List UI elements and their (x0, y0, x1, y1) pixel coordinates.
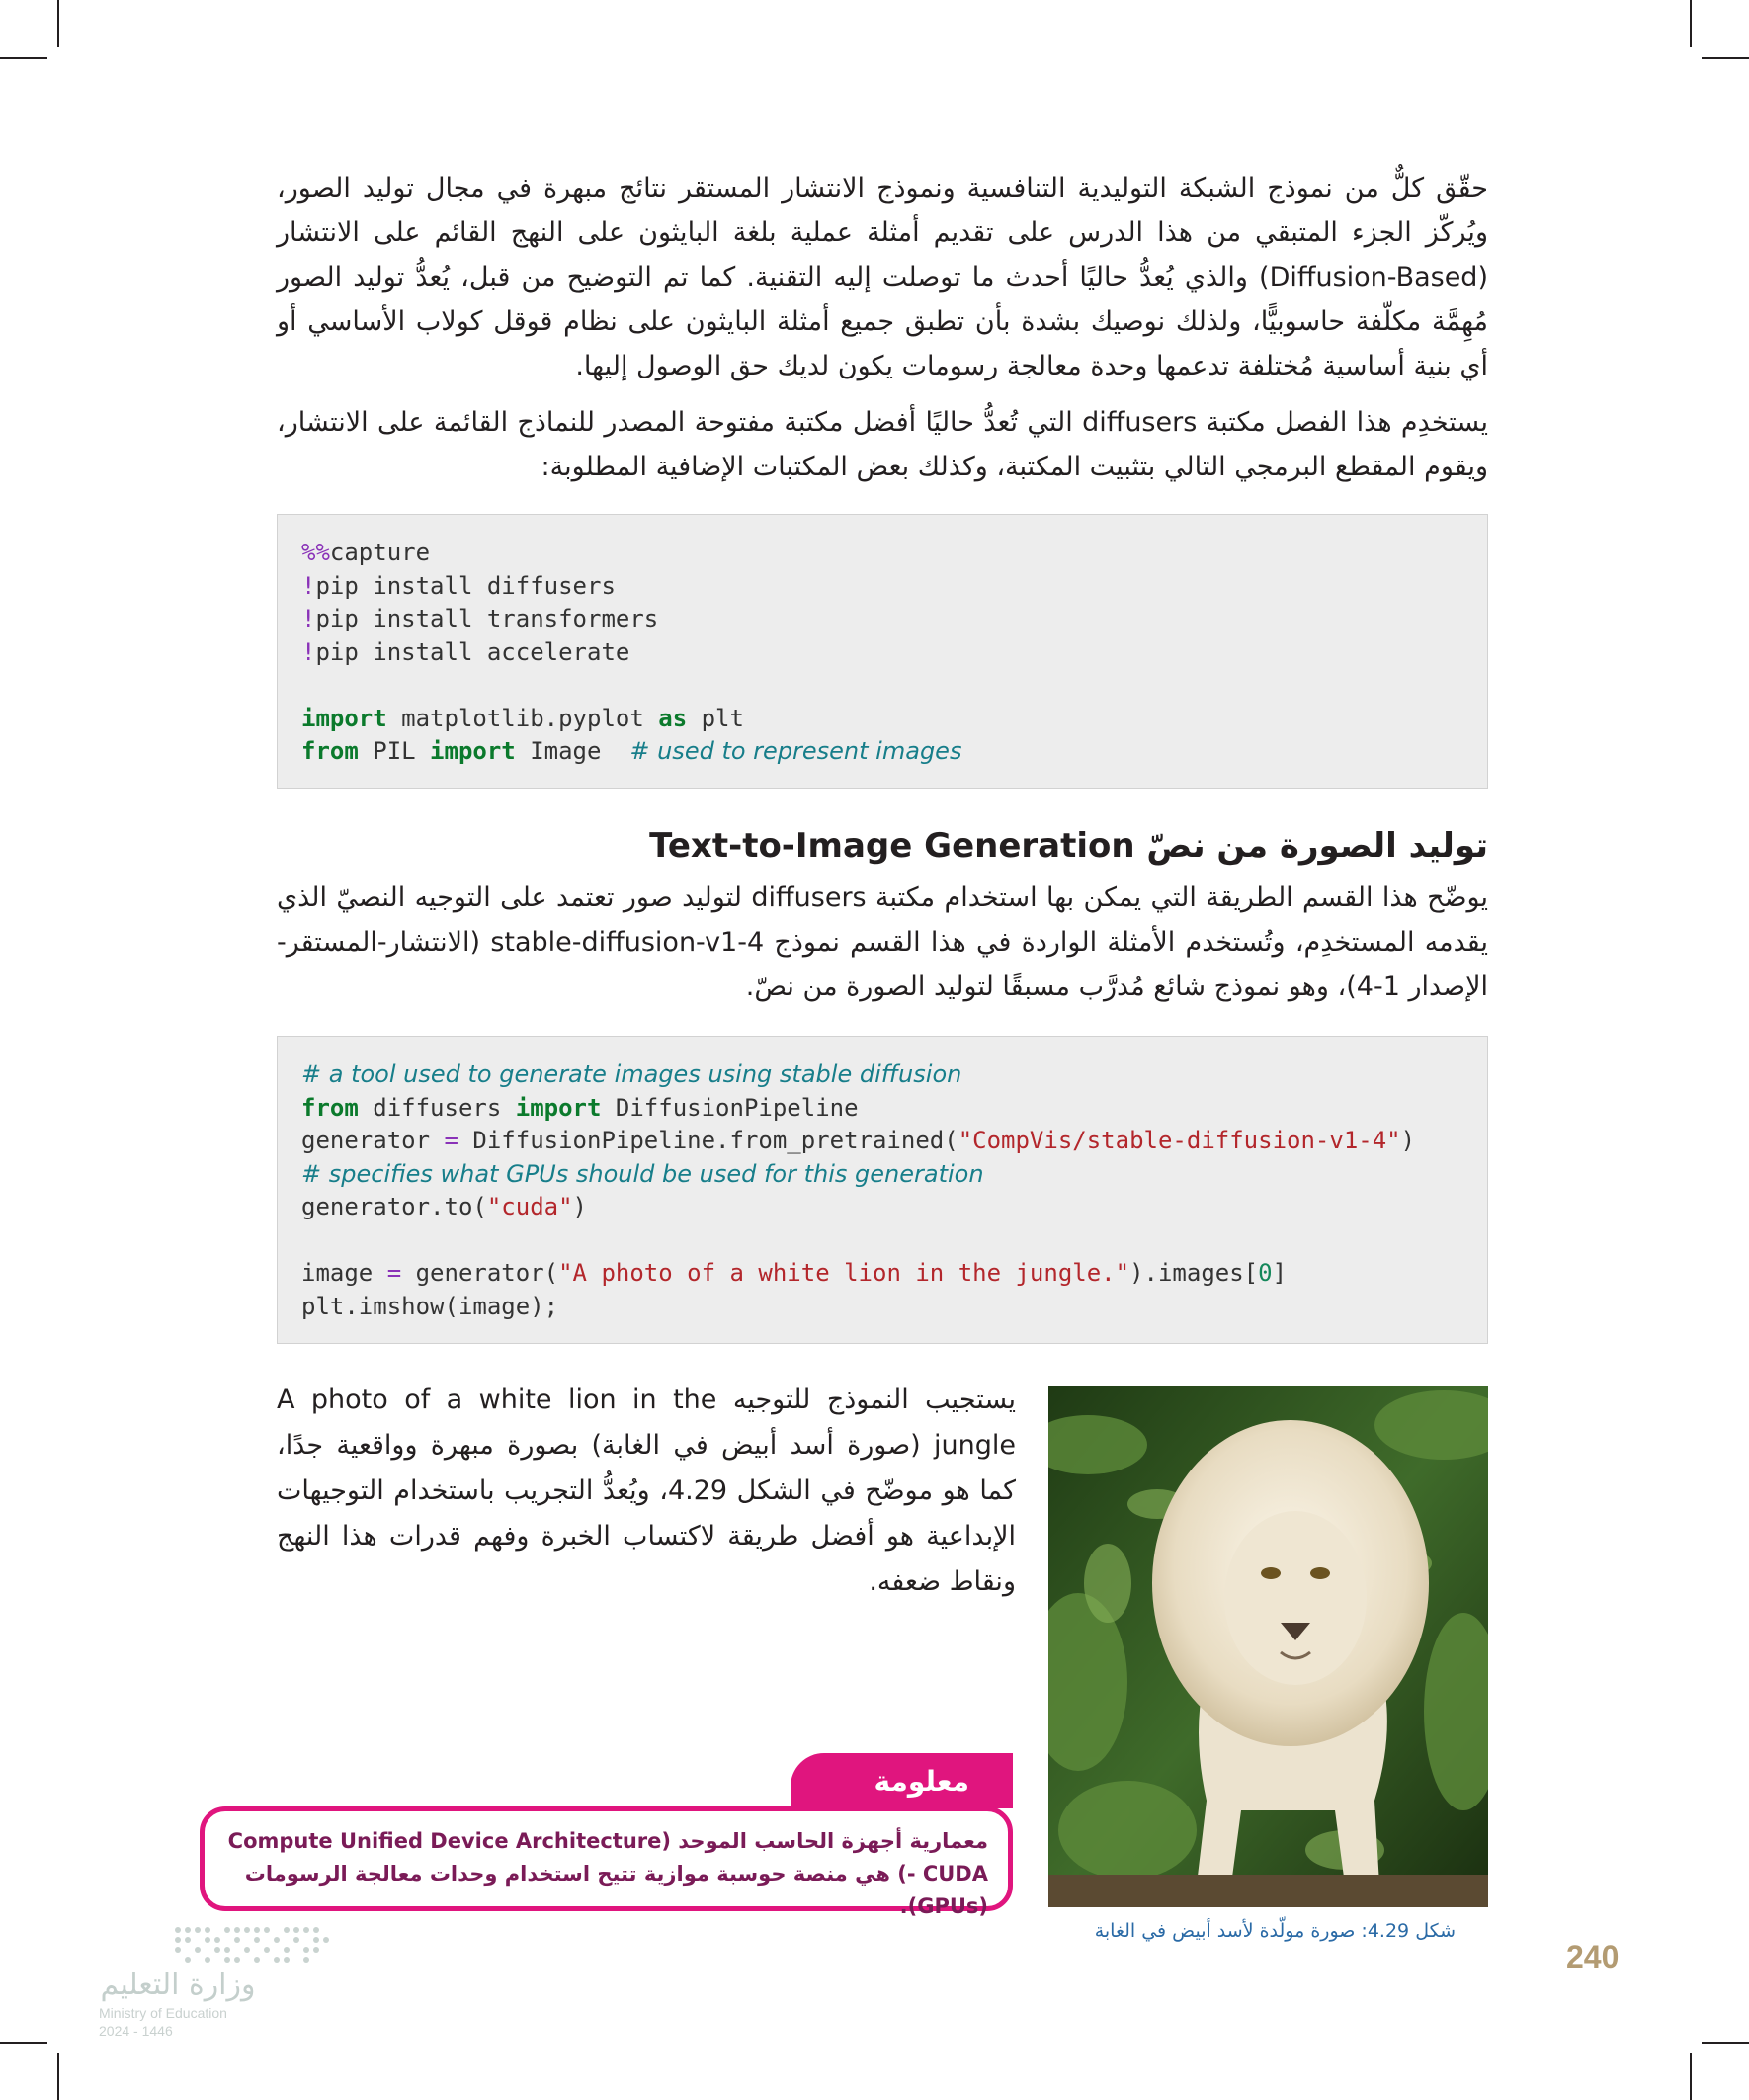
info-box (200, 1806, 1013, 1918)
ministry-logo (99, 1922, 326, 2041)
page-number: 240 (1566, 1939, 1620, 1974)
crop-mark (1690, 0, 1692, 47)
crop-mark (1690, 2053, 1692, 2100)
section-title: توليد الصورة من نصّ Text-to-Image Generation (649, 826, 1488, 866)
install-code-block (277, 514, 1488, 789)
lion-illustration (1048, 1386, 1488, 1907)
logo-arabic-text: وزارة التعليم (100, 1968, 256, 2002)
crop-mark (0, 57, 47, 59)
install-code: %%capture !pip install diffusers !pip install transformers !pip install accelerate import matplotlib.pyplot as plt from PIL import Image # used to represent images (301, 539, 962, 765)
crop-mark (1702, 57, 1749, 59)
white-lion-image (1048, 1386, 1488, 1907)
info-tab (791, 1753, 1013, 1808)
logo-dots-icon (168, 1922, 395, 1970)
crop-mark (57, 2053, 59, 2100)
section-paragraph: يوضّح هذا القسم الطريقة التي يمكن بها استخدام مكتبة diffusers لتوليد صور تعتمد على التوجيه النصيّ الذي يقدمه المستخدِم، وتُستخدم الأمثلة الواردة في هذا القسم نموذج stable-diffusion-v1-4 (الانتشار-المستقر- الإصدار 1-4)، وهو نموذج شائع مُدرَّب مسبقًا لتوليد الصورة من نصّ. (277, 882, 1488, 1002)
result-paragraph: يستجيب النموذج للتوجيه A photo of a white lion in the jungle (صورة أسد أبيض في الغابة) بصورة مبهرة وواقعية جدًا، كما هو موضّح في الشكل 4.29، ويُعدُّ التجريب باستخدام التوجيهات الإبداعية هو أفضل طريقة لاكتساب الخبرة وفهم قدرات هذا النهج ونقاط ضعفه. (277, 1385, 1017, 1597)
generation-code: # a tool used to generate images using stable diffusion from diffusers import DiffusionPipeline generator = DiffusionPipeline.from_pretrained("CompVis/stable-diffusion-v1-4") # specifies what GPUs should be used for this generation generator.to("cuda") image = generator("A photo of a white lion in the jungle.").images[0] plt.imshow(image); (301, 1060, 1416, 1320)
diffusers-paragraph: يستخدِم هذا الفصل مكتبة diffusers التي تُعدُّ حاليًا أفضل مكتبة مفتوحة المصدر للنماذج القائمة على الانتشار، ويقوم المقطع البرمجي التالي بتثبيت المكتبة، وكذلك بعض المكتبات الإضافية المطلوبة: (277, 407, 1488, 482)
info-tab-label: معلومة (874, 1764, 969, 1798)
crop-mark (0, 2042, 47, 2044)
crop-mark (57, 0, 59, 47)
info-text: معمارية أجهزة الحاسب الموحد (Compute Unified Device Architecture - CUDA) هي منصة حوسبة موازية تتيح استخدام وحدات معالجة الرسومات (GPUs). (227, 1829, 988, 1918)
logo-years-text: 2024 - 1446 (99, 2023, 173, 2039)
crop-mark (1702, 2042, 1749, 2044)
figure-caption: شكل 4.29: صورة مولّدة لأسد أبيض في الغابة (1094, 1920, 1456, 1942)
generation-code-block (277, 1036, 1488, 1344)
logo-english-text: Ministry of Education (99, 2005, 227, 2021)
intro-paragraph: حقّق كلٌّ من نموذج الشبكة التوليدية التنافسية ونموذج الانتشار المستقر نتائج مبهرة في مجال توليد الصور، ويُركّز الجزء المتبقي من هذا الدرس على تقديم أمثلة عملية بلغة البايثون على النهج القائم على الانتشار (Diffusion-Based) والذي يُعدُّ حاليًا أحدث ما توصلت إليه التقنية. كما تم التوضيح من قبل، يُعدُّ توليد الصور مُهِمَّة مكلّفة حاسوبيًّا، ولذلك نوصيك بشدة بأن تطبق جميع أمثلة البايثون على نظام قوقل كولاب الأساسي أو أي بنية أساسية مُختلفة تدعمها وحدة معالجة رسومات يكون لديك حق الوصول إليها. (277, 173, 1488, 381)
